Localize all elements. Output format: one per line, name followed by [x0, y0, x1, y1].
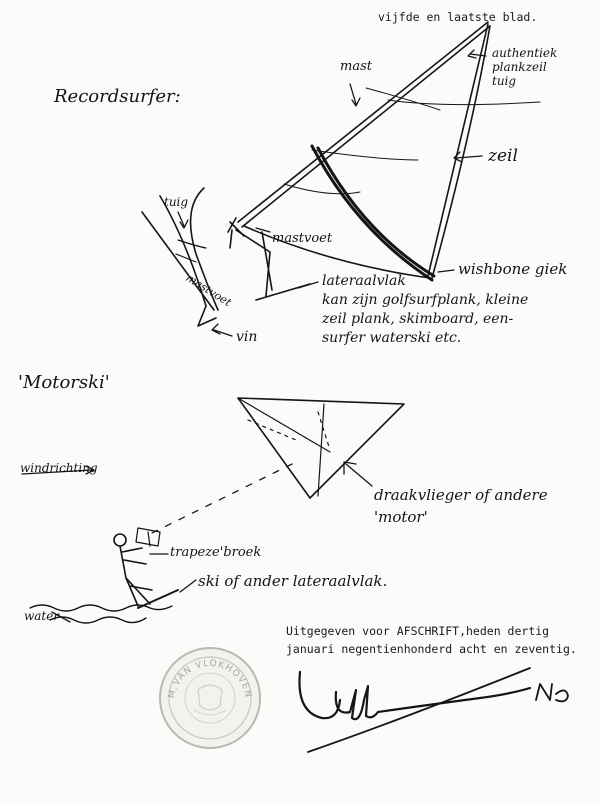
label-plankzeil-line: plankzeil	[492, 60, 547, 74]
label-lateraalvlak	[322, 272, 528, 348]
label-mastvoet: mastvoet	[272, 231, 333, 246]
lateraal-line-4: surfer waterski etc.	[322, 330, 462, 346]
surfer-head-drawing	[114, 534, 126, 546]
mast-drawing	[238, 22, 490, 227]
draakvlieger-line-1: draakvlieger of andere	[374, 486, 548, 504]
label-zeil: zeil	[488, 146, 518, 166]
notary-seal	[160, 648, 260, 748]
label-tuig: tuig	[164, 195, 189, 209]
label-trapeze: trapeze'broek	[170, 545, 262, 560]
seal-lettering: M.VAN VLOKHOVEN	[167, 658, 253, 700]
label-draakvlieger	[374, 484, 548, 528]
wishbone-drawing	[312, 146, 434, 280]
label-authentic-line: authentiek	[492, 46, 558, 60]
label-windrichting: windrichting	[20, 461, 98, 475]
closing-line-1: Uitgegeven voor AFSCHRIFT,heden dertig	[286, 624, 550, 638]
lateraal-line-3: zeil plank, skimboard, een-	[322, 311, 514, 327]
label-wishbone: wishbone giek	[458, 260, 568, 278]
label-mastvoet-small: mastvoet	[183, 271, 234, 310]
label-mast: mast	[340, 59, 372, 74]
label-authentic-sail	[492, 46, 557, 88]
label-tuig-line: tuig	[492, 74, 517, 88]
lateraal-line-1: lateraalvlak	[322, 273, 406, 289]
label-vin: vin	[236, 329, 258, 345]
draakvlieger-line-2: 'motor'	[374, 508, 428, 526]
initials-drawing	[536, 684, 568, 701]
heading-motorski: 'Motorski'	[18, 372, 110, 393]
lateraal-line-2: kan zijn golfsurfplank, kleine	[322, 292, 529, 308]
closing-line-2: januari negentienhonderd acht en zeventig.	[286, 642, 577, 656]
typed-page-note: vijfde en laatste blad.	[378, 10, 538, 24]
label-ski: ski of ander lateraalvlak.	[198, 572, 388, 590]
surfer-body-drawing	[120, 546, 152, 606]
label-water: water	[24, 609, 60, 623]
heading-recordsurfer: Recordsurfer:	[54, 86, 181, 107]
